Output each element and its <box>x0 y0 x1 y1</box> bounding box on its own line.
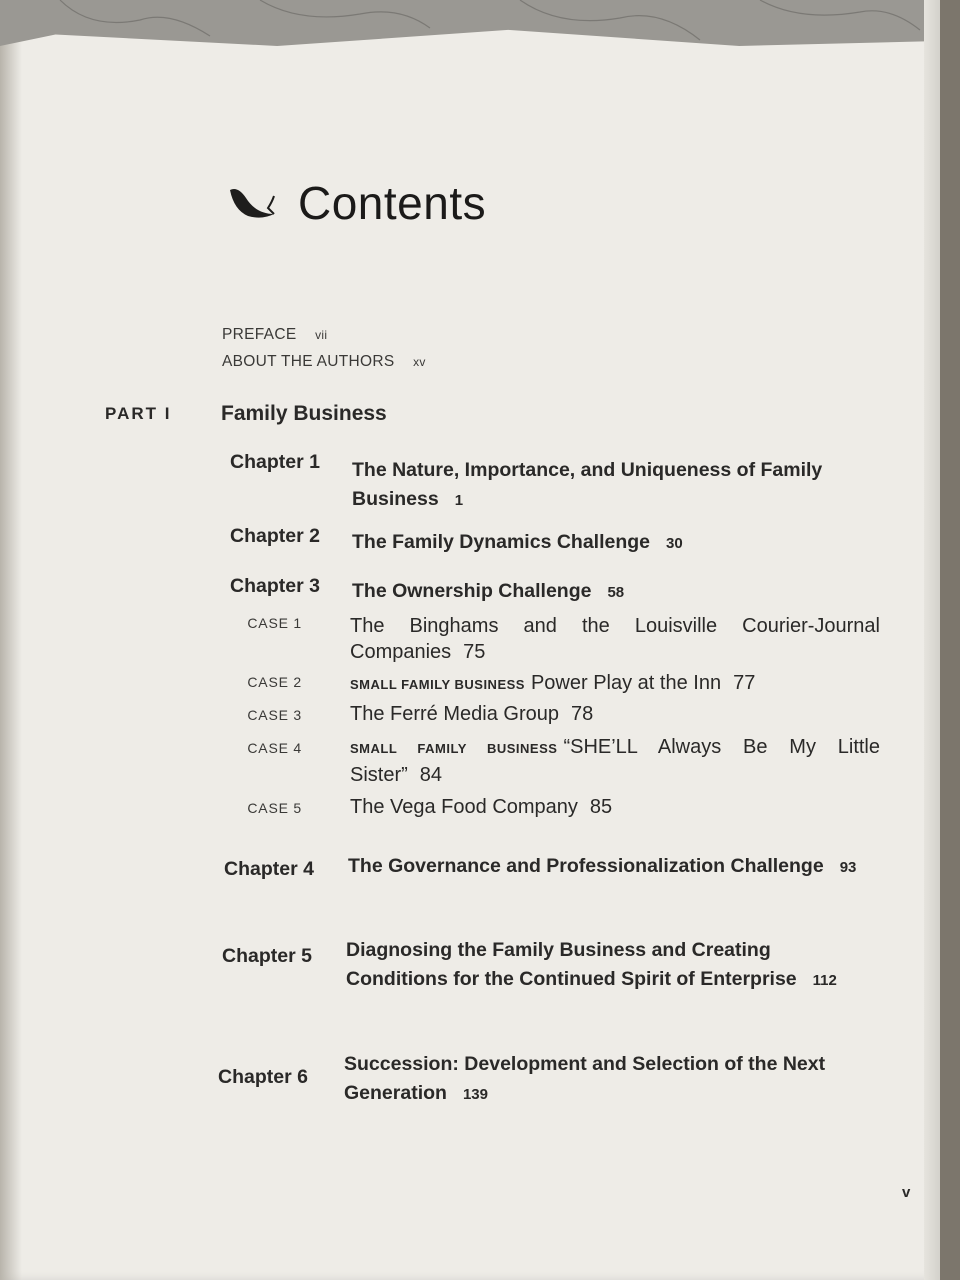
part-label: PART I <box>105 404 172 423</box>
case-page: 84 <box>419 764 443 786</box>
chapter-page: 139 <box>462 1086 488 1103</box>
entry-page: xv <box>413 355 426 369</box>
chapter-page: 30 <box>666 535 683 552</box>
case-label: CASE 3 <box>247 707 302 723</box>
page-edge <box>924 0 940 1280</box>
entry-label: PREFACE <box>222 326 297 343</box>
chapter-page: 58 <box>607 584 625 601</box>
chapter-page: 93 <box>839 859 857 876</box>
chapter-title-text: Succession: Development and Selection of the Next Generation <box>344 1053 826 1104</box>
chapter-title <box>352 456 872 515</box>
part-title: Family Business <box>221 402 387 425</box>
toc-entry-preface <box>222 326 327 344</box>
chapter-title <box>348 852 868 882</box>
chapter-label: Chapter 4 <box>224 858 314 880</box>
chapter-title <box>346 936 846 995</box>
case-title-text: The Ferré Media Group <box>350 703 559 725</box>
case-label: CASE 5 <box>247 800 302 816</box>
case-label: CASE 2 <box>247 674 302 690</box>
case-page: 75 <box>463 641 486 663</box>
case-title-text: Power Play at the Inn <box>530 672 722 694</box>
chapter-page: 1 <box>454 492 464 509</box>
case-title <box>350 613 880 665</box>
chapter-label: Chapter 5 <box>222 945 312 967</box>
case-page: 85 <box>589 796 613 818</box>
chapter-label: Chapter 2 <box>230 525 320 547</box>
leaf-icon <box>228 184 276 220</box>
page-number: v <box>902 1184 911 1201</box>
chapter-label: Chapter 1 <box>230 451 320 473</box>
chapter-title-text: The Family Dynamics Challenge <box>352 531 651 553</box>
foliage-decoration <box>0 0 924 46</box>
case-page: 77 <box>733 672 756 694</box>
case-title <box>350 670 880 698</box>
toc-entry-about-authors <box>222 353 426 371</box>
case-page: 78 <box>570 703 594 725</box>
chapter-label: Chapter 6 <box>218 1066 308 1088</box>
case-title <box>350 701 880 727</box>
chapter-title <box>352 577 872 607</box>
chapter-title <box>352 528 872 558</box>
case-title-text: “SHE’LL Always Be My Little Sister” <box>350 736 880 786</box>
case-title <box>350 734 880 788</box>
chapter-title <box>344 1050 864 1109</box>
case-title <box>350 794 880 820</box>
entry-label: ABOUT THE AUTHORS <box>222 353 395 370</box>
chapter-label: Chapter 3 <box>230 575 320 597</box>
page-title: Contents <box>298 177 487 229</box>
case-title-text: The Vega Food Company <box>350 796 578 818</box>
chapter-title-text: Diagnosing the Family Business and Creating Conditions for the Continued Spirit of Enterprise <box>346 939 797 990</box>
case-label: CASE 1 <box>247 615 302 631</box>
chapter-title-text: The Nature, Importance, and Uniqueness of Family Business <box>352 459 823 510</box>
case-label: CASE 4 <box>247 740 302 756</box>
entry-page: vii <box>315 328 328 342</box>
chapter-title-text: The Governance and Professionalization Challenge <box>348 855 824 877</box>
page-gutter-shadow <box>0 0 22 1280</box>
chapter-page: 112 <box>812 972 837 989</box>
case-tag: SMALL FAMILY BUSINESS <box>350 677 525 692</box>
case-tag: SMALL FAMILY BUSINESS <box>350 741 558 756</box>
chapter-title-text: The Ownership Challenge <box>352 580 592 602</box>
case-title-text: The Binghams and the Louisville Courier-Journal Companies <box>350 615 880 663</box>
